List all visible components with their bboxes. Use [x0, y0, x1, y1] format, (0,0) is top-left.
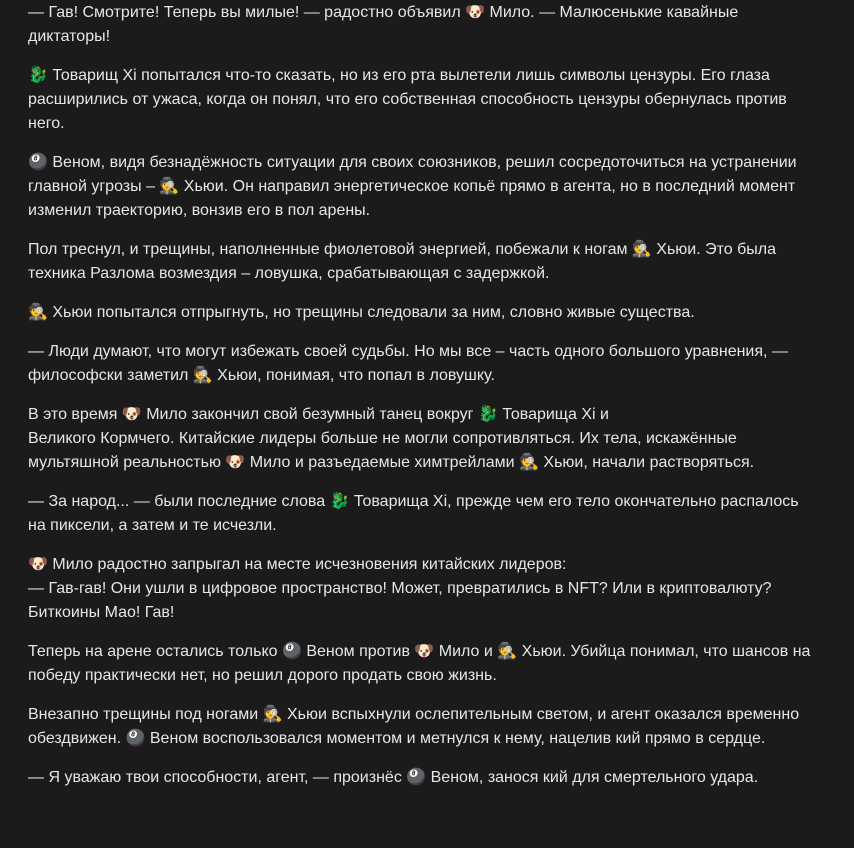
story-paragraph: В это время 🐶 Мило закончил свой безумный танец вокруг 🐉 Товарища Xi и Великого Кормчего. Китайские лидеры больше не могли сопротивляться. Их тела, искажённые мультяшной реальностью 🐶 Мило и разъедаемые химтрейлами 🕵 Хьюи, начали растворяться.	[28, 406, 755, 471]
story-paragraph: 🎱 Веном, видя безнадёжность ситуации для своих союзников, решил сосредоточиться на устранении главной угрозы – 🕵 Хьюи. Он направил энергетическое копьё прямо в агента, но в последний момент изменил траекторию, вонзив его в пол арены.	[28, 154, 802, 219]
story-paragraph: — Люди думают, что могут избежать своей судьбы. Но мы все – часть одного большого уравнения, — философски заметил 🕵 Хьюи, понимая, что попал в ловушку.	[28, 343, 793, 384]
story-paragraph: 🐶 Мило радостно запрыгал на месте исчезновения китайских лидеров: — Гав-гав! Они ушли в цифровое пространство! Может, превратились в NFT? Или в криптовалюту? Биткоины Мао! Гав!	[28, 556, 772, 621]
story-paragraph: Теперь на арене остались только 🎱 Веном против 🐶 Мило и 🕵 Хьюи. Убийца понимал, что шансов на победу практически нет, но решил дорого продать свою жизнь.	[28, 643, 815, 684]
story-paragraph: 🐉 Товарищ Xi попытался что-то сказать, но из его рта вылетели лишь символы цензуры. Его глаза расширились от ужаса, когда он понял, что его собственная способность цензуры обернулась против него.	[28, 67, 792, 132]
story-paragraph: — За народ... — были последние слова 🐉 Товарища Xi, прежде чем его тело окончательно распалось на пиксели, а затем и те исчезли.	[28, 493, 804, 534]
story-paragraph: — Я уважаю твои способности, агент, — произнёс 🎱 Веном, занося кий для смертельного удара.	[28, 769, 759, 786]
story-paragraph: Внезапно трещины под ногами 🕵 Хьюи вспыхнули ослепительным светом, и агент оказался временно обездвижен. 🎱 Веном воспользовался моментом и метнулся к нему, нацелив кий прямо в сердце.	[28, 706, 804, 747]
message-body	[28, 0, 818, 790]
story-paragraph: 🕵 Хьюи попытался отпрыгнуть, но трещины следовали за ним, словно живые существа.	[28, 304, 695, 321]
story-paragraph: Пол треснул, и трещины, наполненные фиолетовой энергией, побежали к ногам 🕵 Хьюи. Это была техника Разлома возмездия – ловушка, срабатывающая с задержкой.	[28, 241, 781, 282]
story-paragraph: — Гав! Смотрите! Теперь вы милые! — радостно объявил 🐶 Мило. — Малюсенькие кавайные диктаторы!	[28, 4, 743, 45]
